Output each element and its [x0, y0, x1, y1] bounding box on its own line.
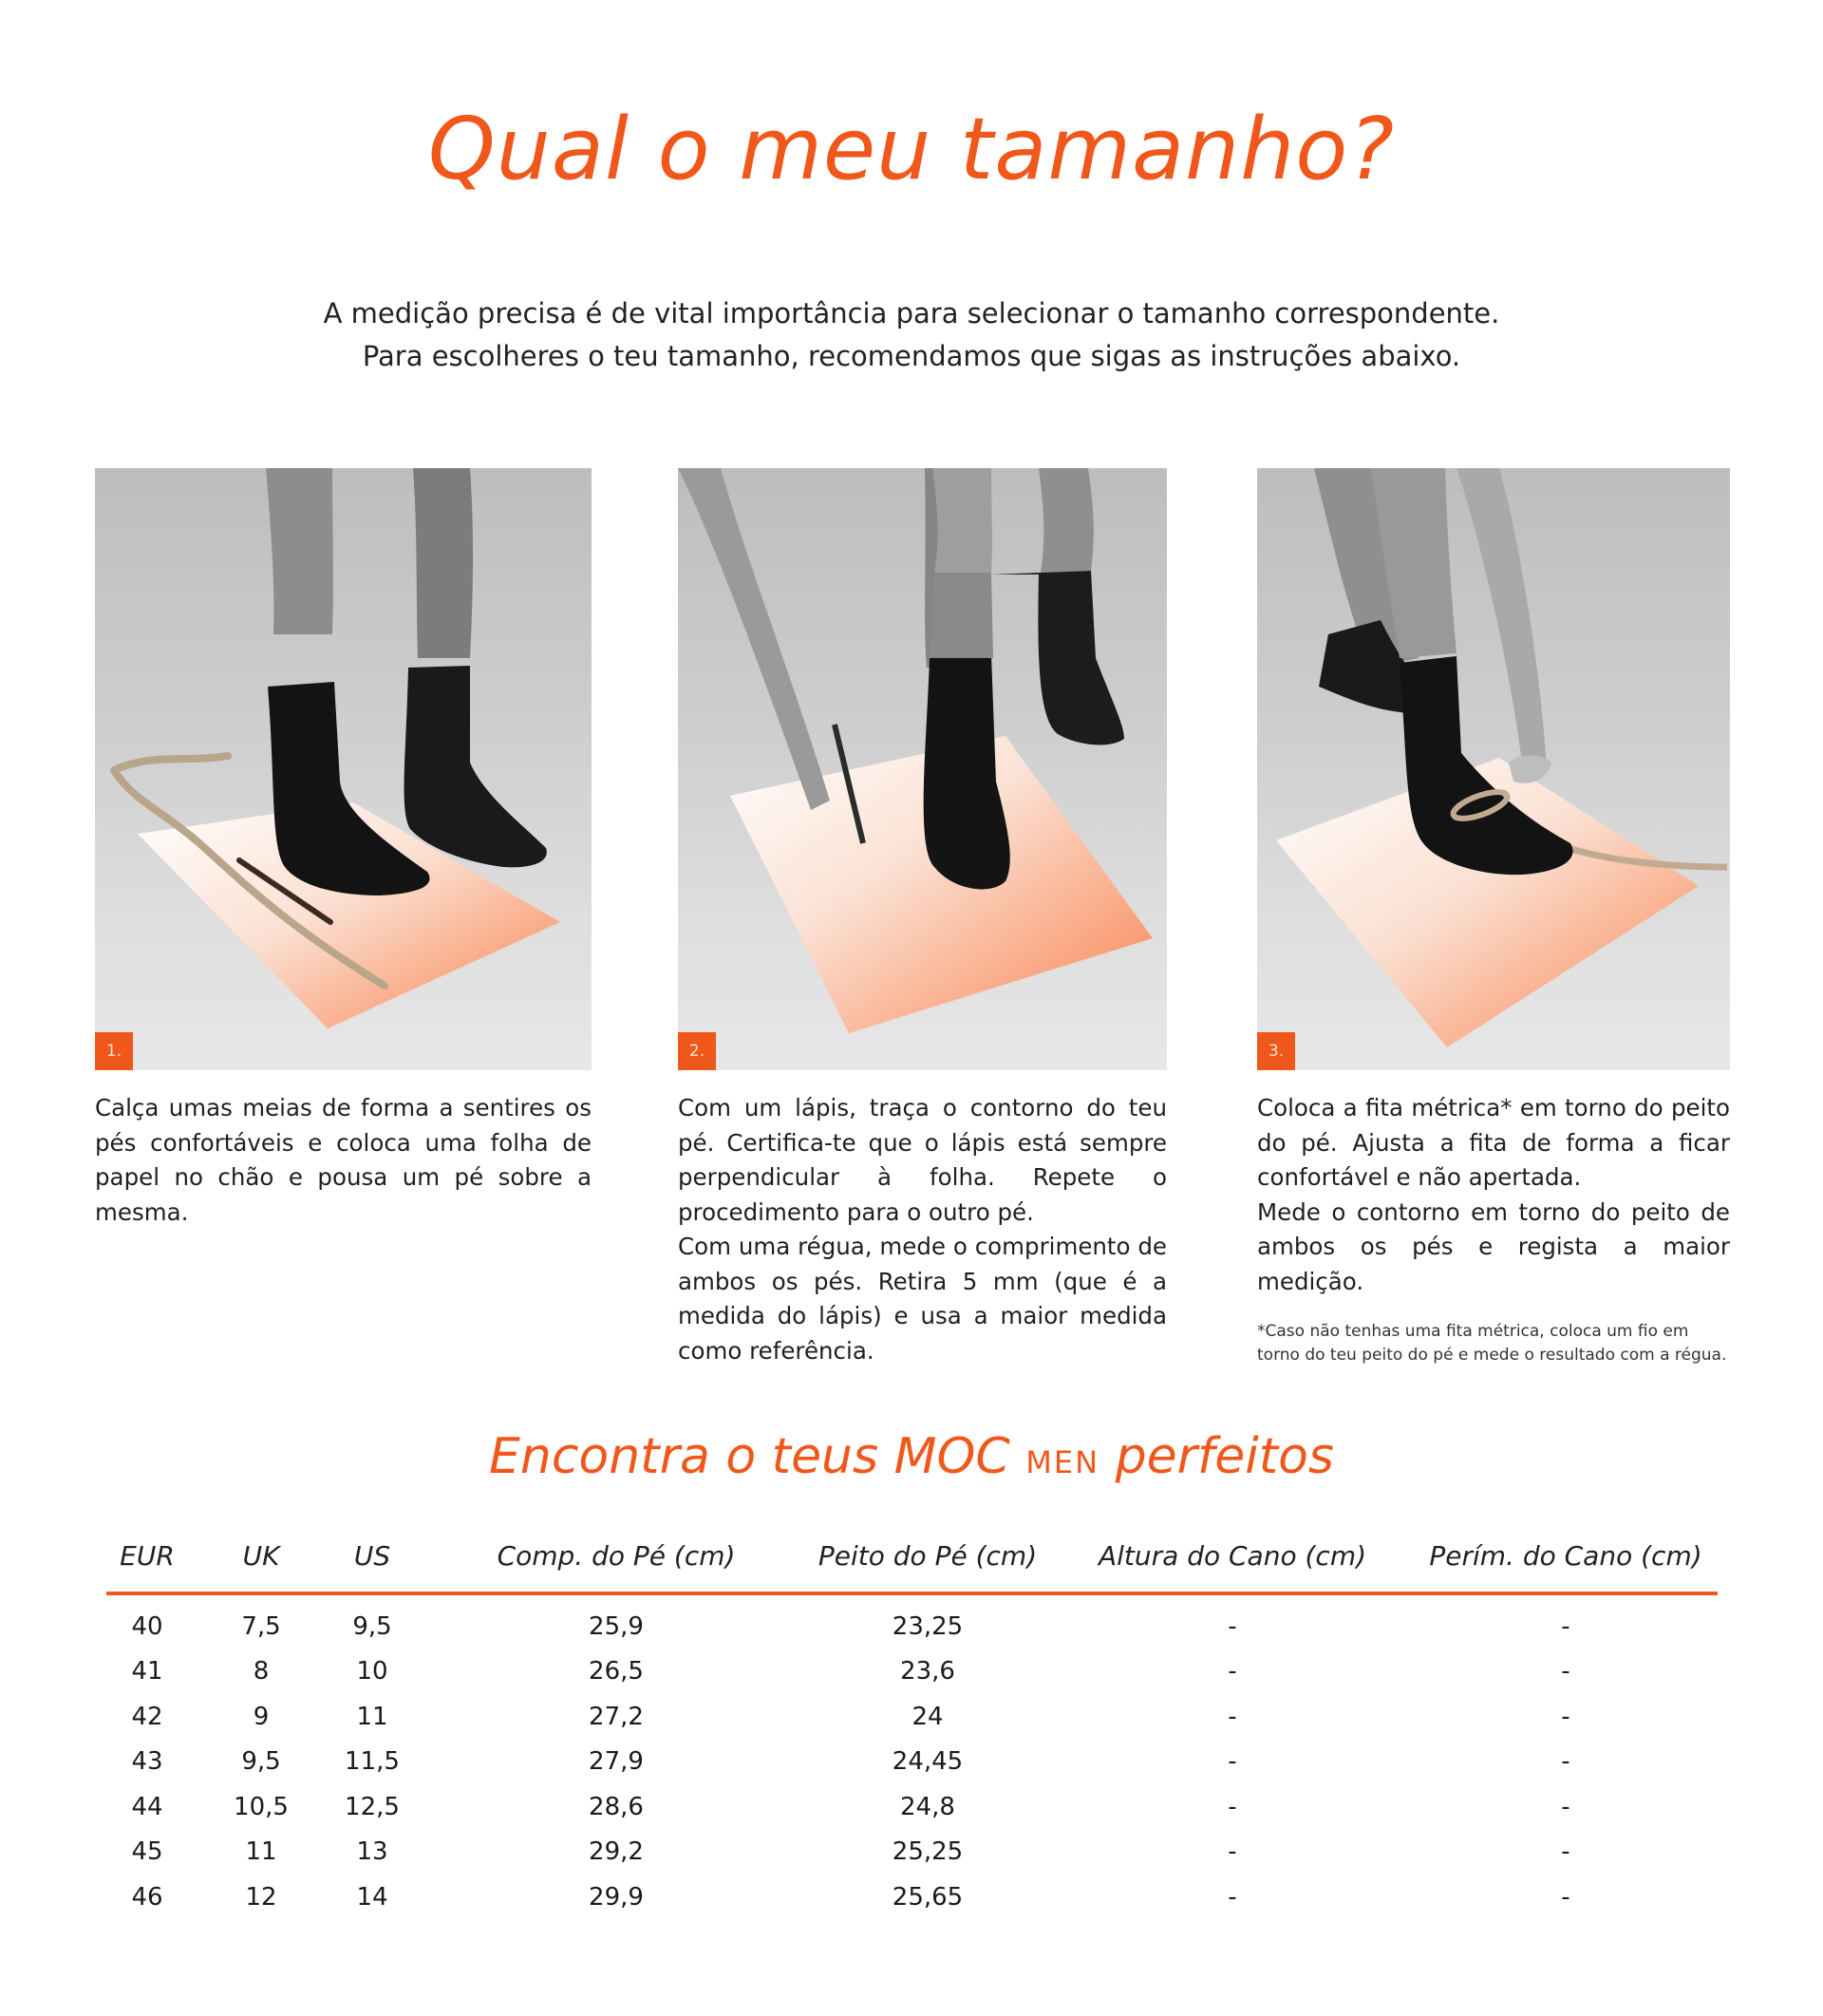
cell-eur: 46 — [131, 1882, 163, 1912]
cell-shaft-height: - — [1228, 1657, 1237, 1686]
cell-foot-length: 25,9 — [589, 1612, 644, 1641]
cell-shaft-perimeter: - — [1561, 1837, 1570, 1866]
table-row — [106, 1828, 1718, 1874]
cell-shaft-perimeter: - — [1561, 1792, 1570, 1821]
cell-uk: 11 — [245, 1837, 277, 1866]
cell-shaft-height: - — [1228, 1747, 1237, 1776]
table-row — [106, 1648, 1718, 1693]
size-table-title-men: MEN — [1025, 1444, 1100, 1480]
table-row — [106, 1595, 1718, 1648]
step-2-paragraph-1: Com um lápis, traça o contorno do teu pé. Certifica-te que o lápis está sempre perpendicular à folha. Repete o procedimento para o outro pé. — [678, 1094, 1167, 1226]
cell-shaft-height: - — [1228, 1792, 1237, 1821]
step-3-paragraph-1: Coloca a fita métrica* em torno do peito do pé. Ajusta a fita de forma a ficar confortável e não apertada. — [1257, 1094, 1730, 1191]
size-table-title — [0, 1428, 1823, 1485]
table-row — [106, 1738, 1718, 1783]
header-uk: UK — [242, 1540, 280, 1572]
step-number-badge: 3. — [1257, 1032, 1295, 1070]
intro-line-1: A medição precisa é de vital importância para selecionar o tamanho correspondente. — [323, 297, 1500, 330]
cell-instep: 24,45 — [892, 1747, 964, 1776]
size-table-title-part1: Encontra o teus MOC — [489, 1428, 1010, 1485]
intro-line-2: Para escolheres o teu tamanho, recomendamos que sigas as instruções abaixo. — [362, 340, 1461, 372]
header-eur: EUR — [120, 1540, 175, 1572]
cell-instep: 23,6 — [900, 1657, 955, 1686]
cell-instep: 25,25 — [892, 1837, 964, 1866]
size-table-header — [106, 1527, 1718, 1595]
cell-instep: 24 — [912, 1702, 944, 1731]
cell-eur: 40 — [131, 1612, 163, 1641]
cell-shaft-height: - — [1228, 1882, 1237, 1912]
cell-instep: 23,25 — [892, 1612, 964, 1641]
cell-instep: 24,8 — [900, 1792, 955, 1821]
cell-uk: 8 — [253, 1657, 270, 1686]
step-2-description — [678, 1091, 1167, 1368]
cell-eur: 43 — [131, 1747, 163, 1776]
cell-us: 12,5 — [345, 1792, 400, 1821]
cell-shaft-perimeter: - — [1561, 1747, 1570, 1776]
cell-foot-length: 29,2 — [589, 1837, 644, 1866]
cell-foot-length: 27,2 — [589, 1702, 644, 1731]
step-number-badge: 2. — [678, 1032, 716, 1070]
cell-us: 13 — [356, 1837, 388, 1866]
size-table — [106, 1527, 1718, 1918]
page-title: Qual o meu tamanho? — [427, 100, 1396, 199]
step-2-paragraph-2: Com uma régua, mede o comprimento de ambos os pés. Retira 5 mm (que é a medida do lápis) e usa a maior medida como referência. — [678, 1233, 1167, 1365]
cell-instep: 25,65 — [892, 1882, 964, 1912]
cell-foot-length: 29,9 — [589, 1882, 644, 1912]
cell-foot-length: 26,5 — [589, 1657, 644, 1686]
step-3-paragraph-2: Mede o contorno em torno do peito de ambos os pés e regista a maior medição. — [1257, 1197, 1730, 1295]
cell-eur: 42 — [131, 1702, 163, 1731]
cell-shaft-perimeter: - — [1561, 1702, 1570, 1731]
step-1 — [95, 468, 592, 1230]
cell-uk: 12 — [245, 1882, 277, 1912]
cell-eur: 45 — [131, 1837, 163, 1866]
cell-us: 10 — [356, 1657, 388, 1686]
cell-shaft-perimeter: - — [1561, 1612, 1570, 1641]
cell-eur: 41 — [131, 1657, 163, 1686]
cell-uk: 9 — [253, 1702, 270, 1731]
cell-uk: 9,5 — [241, 1747, 281, 1776]
step-number-badge: 1. — [95, 1032, 133, 1070]
step-1-paragraph: Calça umas meias de forma a sentires os pés confortáveis e coloca uma folha de papel no chão e pousa um pé sobre a mesma. — [95, 1094, 592, 1226]
cell-us: 11 — [356, 1702, 388, 1731]
cell-uk: 10,5 — [234, 1792, 289, 1821]
cell-shaft-height: - — [1228, 1702, 1237, 1731]
cell-shaft-height: - — [1228, 1612, 1237, 1641]
cell-shaft-height: - — [1228, 1837, 1237, 1866]
cell-us: 11,5 — [345, 1747, 400, 1776]
cell-uk: 7,5 — [241, 1612, 281, 1641]
table-row — [106, 1693, 1718, 1739]
cell-us: 9,5 — [352, 1612, 392, 1641]
size-table-title-part3: perfeitos — [1115, 1428, 1334, 1485]
step-2 — [678, 468, 1167, 1368]
step-2-photo — [678, 468, 1167, 1070]
table-row — [106, 1874, 1718, 1919]
cell-shaft-perimeter: - — [1561, 1882, 1570, 1912]
step-1-photo — [95, 468, 592, 1070]
cell-eur: 44 — [131, 1792, 163, 1821]
header-instep: Peito do Pé (cm) — [818, 1540, 1038, 1572]
step-3 — [1257, 468, 1730, 1367]
step-3-photo — [1257, 468, 1730, 1070]
cell-us: 14 — [356, 1882, 388, 1912]
cell-shaft-perimeter: - — [1561, 1657, 1570, 1686]
size-table-body — [106, 1595, 1718, 1918]
step-1-description — [95, 1091, 592, 1230]
step-3-footnote: *Caso não tenhas uma fita métrica, coloca um fio em torno do teu peito do pé e mede o resultado com a régua. — [1257, 1322, 1727, 1365]
table-row — [106, 1783, 1718, 1829]
intro-text — [0, 292, 1823, 378]
header-foot-length: Comp. do Pé (cm) — [497, 1540, 736, 1572]
cell-foot-length: 28,6 — [589, 1792, 644, 1821]
cell-foot-length: 27,9 — [589, 1747, 644, 1776]
header-shaft-height: Altura do Cano (cm) — [1098, 1540, 1367, 1572]
header-us: US — [353, 1540, 391, 1572]
step-3-description — [1257, 1091, 1730, 1299]
header-shaft-perimeter: Perím. do Cano (cm) — [1429, 1540, 1702, 1572]
